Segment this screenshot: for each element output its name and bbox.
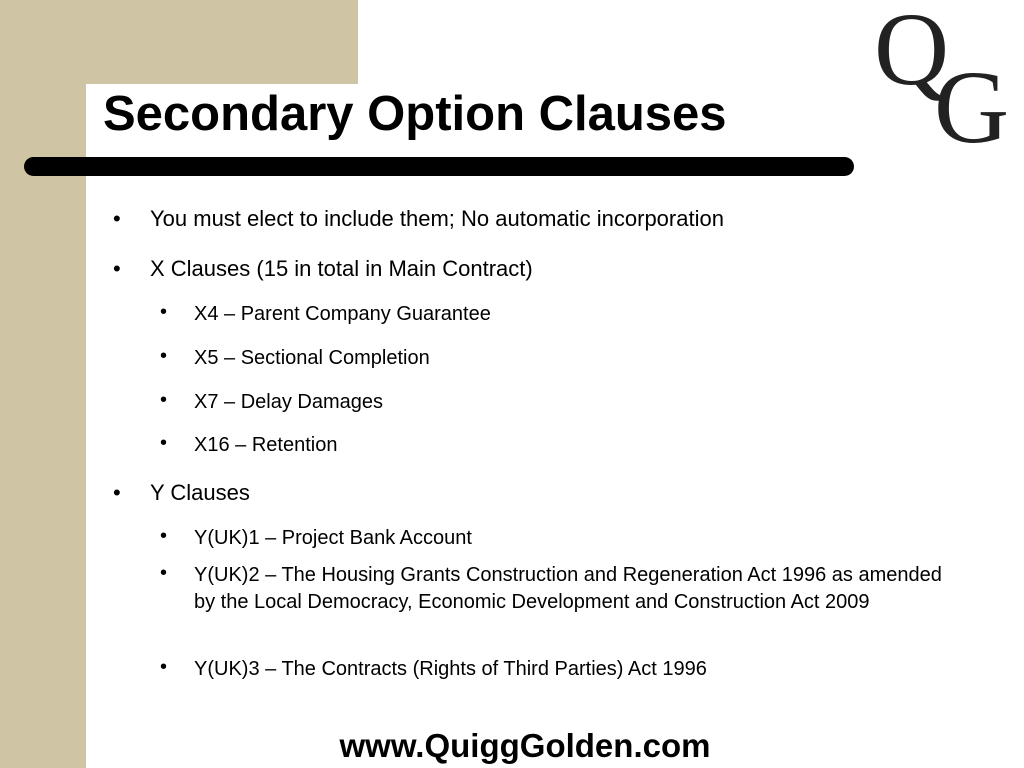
bullet-marker: • xyxy=(113,480,121,505)
slide-title: Secondary Option Clauses xyxy=(103,87,727,141)
footer-website-url: www.QuiggGolden.com xyxy=(339,727,711,764)
left-decorative-bar xyxy=(0,0,86,768)
bullet-text: Y(UK)3 – The Contracts (Rights of Third Parties) Act 1996 xyxy=(194,658,707,680)
bullet-text: You must elect to include them; No automatic incorporation xyxy=(150,206,724,231)
bullet-marker: • xyxy=(160,656,168,678)
bullet-text: X16 – Retention xyxy=(194,434,338,456)
bullet-text: X7 – Delay Damages xyxy=(194,391,383,413)
bullet-marker: • xyxy=(160,301,168,323)
bullet-marker: • xyxy=(160,345,168,367)
bullet-text: X5 – Sectional Completion xyxy=(194,347,430,369)
bullet-marker: • xyxy=(160,389,168,411)
bullet-marker: • xyxy=(113,206,121,231)
logo-letter-q: Q xyxy=(874,0,950,107)
logo-letter-g: G xyxy=(934,50,1010,165)
header-decorative-block xyxy=(86,0,358,84)
bullet-marker: • xyxy=(113,256,121,281)
bullet-marker: • xyxy=(160,562,168,584)
bullet-text: X4 – Parent Company Guarantee xyxy=(194,303,491,325)
bullet-text: Y(UK)1 – Project Bank Account xyxy=(194,527,472,549)
bullet-marker: • xyxy=(160,432,168,454)
bullet-text: X Clauses (15 in total in Main Contract) xyxy=(150,256,533,281)
title-divider-rule xyxy=(24,157,854,176)
quigg-golden-logo xyxy=(874,0,1024,165)
bullet-text: Y Clauses xyxy=(150,480,250,505)
bullet-marker: • xyxy=(160,525,168,547)
bullet-text: Y(UK)2 – The Housing Grants Construction and Regeneration Act 1996 as amended by the Local Democracy, Economic Development and Construction Act 2009 xyxy=(194,564,942,613)
